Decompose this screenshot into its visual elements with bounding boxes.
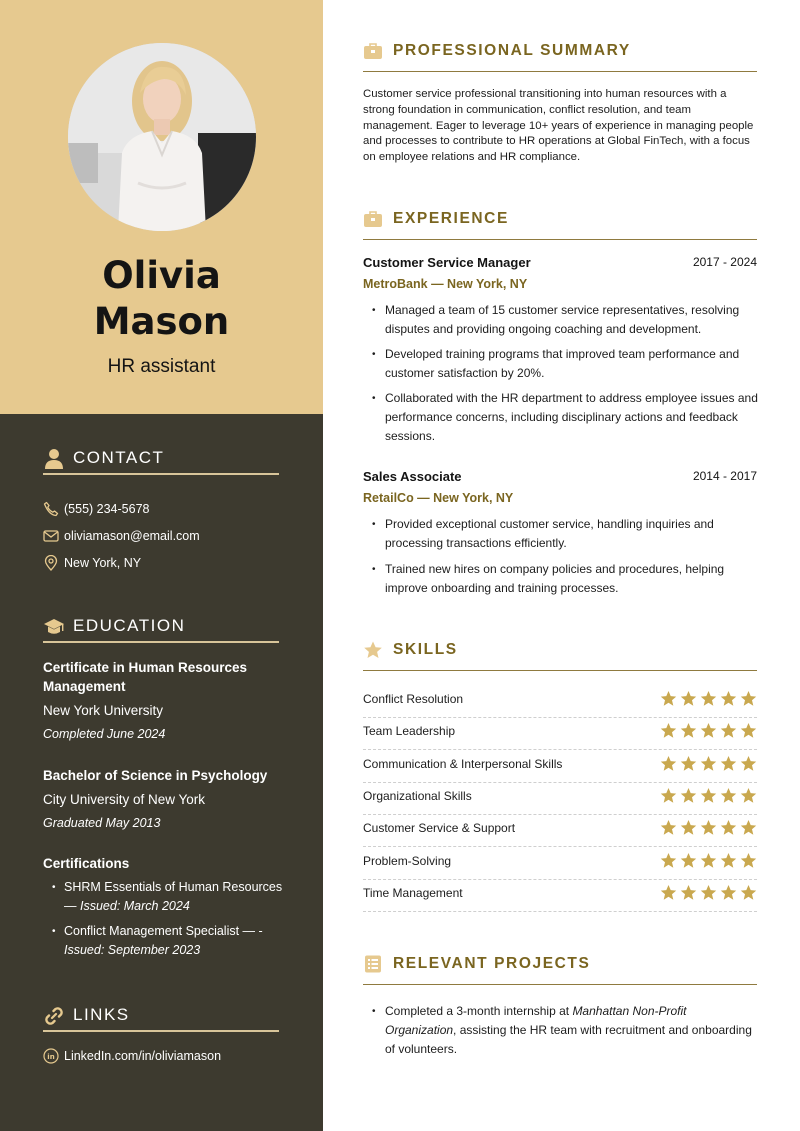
star-icon <box>740 690 757 707</box>
summary-section-heading <box>363 42 757 72</box>
skill-name: Problem-Solving <box>363 853 452 868</box>
education-degree-1: Certificate in Human Resources Management <box>43 660 248 694</box>
star-icon <box>660 787 677 804</box>
last-name: Mason <box>93 300 230 343</box>
star-icon <box>740 819 757 836</box>
user-icon <box>43 448 65 470</box>
star-icon <box>700 819 717 836</box>
skill-rating <box>660 884 757 902</box>
link-icon <box>43 1005 65 1027</box>
star-icon <box>363 641 383 659</box>
star-icon <box>700 722 717 739</box>
education-date-1: Completed June 2024 <box>43 727 166 741</box>
job-bullet: • Managed a team of 15 customer service representatives, resolving disputes and providing ongoing coaching and development. <box>363 301 759 339</box>
links-section-heading <box>43 1005 279 1032</box>
list-icon <box>363 955 383 973</box>
job-bullet: • Collaborated with the HR department to address employee issues and performance concerns, including disciplinary actions and feedback sessions. <box>363 389 759 446</box>
job-title-2: Sales Associate <box>363 469 462 484</box>
skills-heading: SKILLS <box>393 641 458 658</box>
skill-rating <box>660 819 757 837</box>
skill-name: Organizational Skills <box>363 788 472 803</box>
star-icon <box>680 787 697 804</box>
skill-rating <box>660 722 757 740</box>
star-icon <box>700 690 717 707</box>
education-degree-2: Bachelor of Science in Psychology <box>43 768 268 783</box>
job-dates-2: 2014 - 2017 <box>692 469 757 483</box>
star-icon <box>740 755 757 772</box>
star-icon <box>740 722 757 739</box>
experience-heading: EXPERIENCE <box>393 210 509 227</box>
star-icon <box>720 787 737 804</box>
skill-row <box>363 848 757 880</box>
project-item: • Completed a 3-month internship at Manhattan Non-Profit Organization, assisting the HR team with recruitment and onboarding of volunteers. <box>363 1002 759 1059</box>
star-icon <box>660 819 677 836</box>
skill-rating <box>660 690 757 708</box>
star-icon <box>720 690 737 707</box>
skills-section-heading <box>363 641 757 671</box>
star-icon <box>700 755 717 772</box>
projects-section-heading <box>363 955 757 985</box>
skill-rating <box>660 787 757 805</box>
skill-row <box>363 815 757 847</box>
job-role: HR assistant <box>107 356 216 377</box>
job-bullet: • Developed training programs that improved team performance and customer satisfaction by 20%. <box>363 345 759 383</box>
briefcase-icon <box>363 210 383 228</box>
experience-section-heading <box>363 210 757 240</box>
star-icon <box>660 722 677 739</box>
skill-row <box>363 783 757 815</box>
star-icon <box>720 884 737 901</box>
job-bullet: • Trained new hires on company policies and procedures, helping improve onboarding and training processes. <box>363 560 759 598</box>
summary-heading: PROFESSIONAL SUMMARY <box>393 42 631 59</box>
star-icon <box>720 722 737 739</box>
certification-item: • Conflict Management Specialist — - Issued: September 2023 <box>43 922 283 960</box>
contact-section-heading <box>43 448 279 475</box>
skill-rating <box>660 755 757 773</box>
graduation-cap-icon <box>43 616 65 638</box>
star-icon <box>740 852 757 869</box>
links-heading: LINKS <box>73 1005 130 1024</box>
linkedin-icon <box>43 1048 59 1064</box>
skill-row <box>363 686 757 718</box>
skill-row <box>363 880 757 912</box>
star-icon <box>720 755 737 772</box>
star-icon <box>720 852 737 869</box>
briefcase-icon <box>363 42 383 60</box>
education-school-2: City University of New York <box>43 792 206 807</box>
star-icon <box>660 755 677 772</box>
education-heading: EDUCATION <box>73 616 186 635</box>
job-company-2: RetailCo — New York, NY <box>363 491 514 505</box>
job-bullet: • Provided exceptional customer service, handling inquiries and processing transactions efficiently. <box>363 515 759 553</box>
sidebar: Olivia Mason HR assistant CONTACT (555) 234-5678 oliviamason@email.com New York, NY EDUCATION Certificate in Human Resources Management New York University Completed June 2024 Bachelor of Science in Psychology City University of New York Graduated May 2013 Certifications • SHRM Essentials of Human Resources — Issued: March 2024 • Conflict Management Specialist — - Issued: September 2023 LINKS in LinkedIn.com/in/oliviamason <box>0 0 323 1131</box>
skill-name: Team Leadership <box>363 724 456 739</box>
svg-text:in: in <box>47 1053 55 1061</box>
skill-name: Customer Service & Support <box>363 821 516 836</box>
star-icon <box>740 884 757 901</box>
star-icon <box>680 884 697 901</box>
education-section-heading <box>43 616 279 643</box>
star-icon <box>740 787 757 804</box>
job-dates-1: 2017 - 2024 <box>692 255 757 269</box>
first-name: Olivia <box>102 254 221 297</box>
skill-name: Conflict Resolution <box>363 692 464 706</box>
profile-header <box>0 0 323 414</box>
star-icon <box>680 722 697 739</box>
skill-rating <box>660 852 757 870</box>
projects-heading: RELEVANT PROJECTS <box>393 955 591 972</box>
job-title-1: Customer Service Manager <box>363 255 531 270</box>
star-icon <box>660 852 677 869</box>
skill-row <box>363 751 757 783</box>
skill-row <box>363 718 757 750</box>
star-icon <box>680 852 697 869</box>
skill-name: Communication & Interpersonal Skills <box>363 756 563 771</box>
education-school-1: New York University <box>43 703 164 718</box>
star-icon <box>700 852 717 869</box>
summary-text: Customer service professional transitioning into human resources with a strong foundation in communication, conflict resolution, and team management. Eager to leverage 10+ years of experience in managing people and processes to contribute to HR operations at Global FinTech, with a focus on employee relations and HR compliance. <box>363 88 754 164</box>
job-company-1: MetroBank — New York, NY <box>363 277 528 291</box>
skill-name: Time Management <box>363 885 463 900</box>
star-icon <box>700 787 717 804</box>
star-icon <box>680 819 697 836</box>
profile-photo <box>68 43 256 231</box>
certifications-title: Certifications <box>43 856 130 871</box>
star-icon <box>700 884 717 901</box>
star-icon <box>720 819 737 836</box>
star-icon <box>680 755 697 772</box>
star-icon <box>680 690 697 707</box>
certification-item: • SHRM Essentials of Human Resources — Issued: March 2024 <box>43 878 283 916</box>
education-date-2: Graduated May 2013 <box>43 816 161 830</box>
phone-icon <box>43 501 59 517</box>
star-icon <box>660 690 677 707</box>
mail-icon <box>43 528 59 544</box>
location-pin-icon <box>43 555 59 571</box>
contact-heading: CONTACT <box>73 448 165 467</box>
star-icon <box>660 884 677 901</box>
